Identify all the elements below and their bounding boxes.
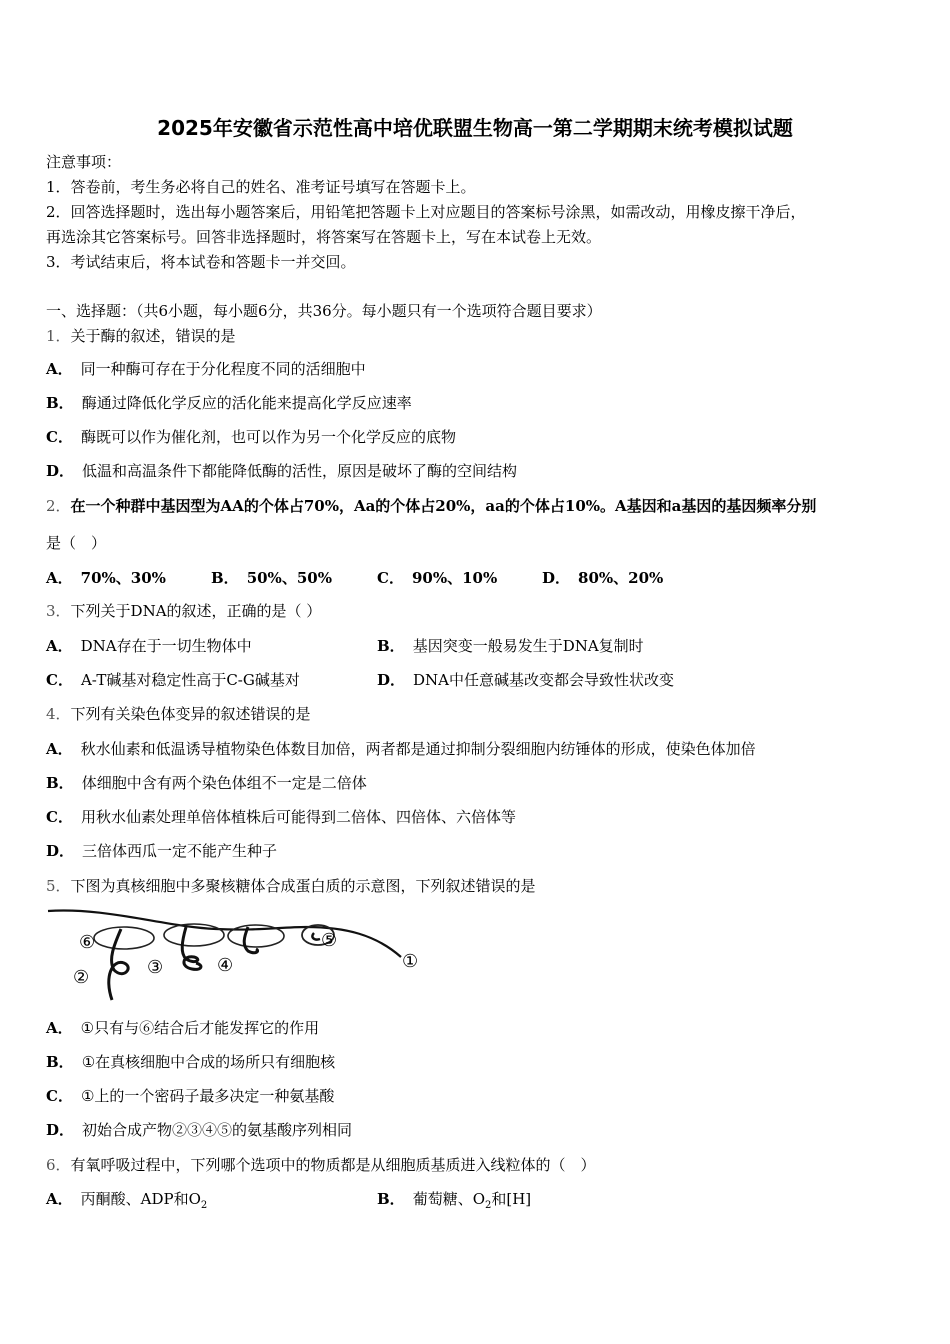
page-title: 2025年安徽省示范性高中培优联盟生物高一第二学期期末统考模拟试题 [157, 116, 793, 140]
notice-item-2a: 2．回答选择题时，选出每小题答案后，用铅笔把答题卡上对应题目的答案标号涂黑，如需改动，用橡皮擦干净后， [46, 203, 806, 221]
question-stem: 在一个种群中基因型为AA的个体占70%，Aa的个体占20%，aa的个体占10%。A基因和a基因的基因频率分别 [70, 497, 817, 515]
question-2 [46, 496, 816, 516]
peptide-chain [182, 927, 201, 969]
q3-option-c: C． A-T碱基对稳定性高于C-G碱基对 [46, 671, 300, 689]
q5-option-c: C． ①上的一个密码子最多决定一种氨基酸 [46, 1087, 335, 1105]
q1-option-d: D． 低温和高温条件下都能降低酶的活性，原因是破坏了酶的空间结构 [46, 462, 518, 480]
question-1 [46, 326, 236, 346]
question-stem: 下图为真核细胞中多聚核糖体合成蛋白质的示意图，下列叙述错误的是 [70, 877, 536, 895]
q1-option-a: A． 同一种酶可存在于分化程度不同的活细胞中 [46, 360, 366, 378]
figure-label: ② [73, 967, 90, 988]
notice-heading: 注意事项： [46, 153, 122, 171]
q3-option-d: D． DNA中任意碱基改变都会导致性状改变 [377, 671, 675, 689]
question-number: 4． [46, 705, 71, 723]
figure-label: ⑤ [321, 930, 338, 951]
notice-item-1: 1．答卷前，考生务必将自己的姓名、准考证号填写在答题卡上。 [46, 178, 476, 196]
question-stem: 下列关于DNA的叙述，正确的是（ ） [70, 602, 322, 620]
q5-option-a: A． ①只有与⑥结合后才能发挥它的作用 [46, 1019, 320, 1037]
question-stem: 下列有关染色体变异的叙述错误的是 [70, 705, 311, 723]
q1-option-b: B． 酶通过降低化学反应的活化能来提高化学反应速率 [46, 394, 412, 412]
peptide-chain [244, 927, 257, 953]
question-6 [46, 1155, 596, 1175]
q2-option-c: C． 90%、10% [377, 569, 498, 587]
ribosome [94, 927, 154, 949]
question-4 [46, 704, 311, 724]
figure-label: ⑥ [79, 932, 96, 953]
q5-option-b: B． ①在真核细胞中合成的场所只有细胞核 [46, 1053, 336, 1071]
figure-label: ③ [147, 957, 164, 978]
q3-option-b: B． 基因突变一般易发生于DNA复制时 [377, 637, 644, 655]
q3-option-a: A． DNA存在于一切生物体中 [46, 637, 252, 655]
notice-item-3: 3．考试结束后，将本试卷和答题卡一并交回。 [46, 253, 356, 271]
q6-option-a: A． 丙酮酸、ADP和$O_2$ [46, 1190, 208, 1211]
question-stem: 关于酶的叙述，错误的是 [70, 327, 236, 345]
q4-option-c: C． 用秋水仙素处理单倍体植株后可能得到二倍体、四倍体、六倍体等 [46, 808, 516, 826]
question-3 [46, 601, 321, 621]
section-heading: 一、选择题：（共6小题，每小题6分，共36分。每小题只有一个选项符合题目要求） [46, 302, 602, 320]
q2-option-a: A． 70%、30% [46, 569, 166, 587]
question-5 [46, 876, 536, 896]
question-number: 6． [46, 1156, 71, 1174]
question-number: 2． [46, 497, 71, 515]
q1-option-c: C． 酶既可以作为催化剂，也可以作为另一个化学反应的底物 [46, 428, 456, 446]
question-2-continued: 是（ ） [46, 534, 107, 552]
question-number: 3． [46, 602, 71, 620]
question-number: 5． [46, 877, 71, 895]
figure-label: ④ [217, 955, 234, 976]
figure-label: ① [402, 951, 419, 972]
q4-option-a: A． 秋水仙素和低温诱导植物染色体数目加倍，两者都是通过抑制分裂细胞内纺锤体的形成，使染色体加倍 [46, 740, 756, 758]
notice-item-2b: 再选涂其它答案标号。回答非选择题时，将答案写在答题卡上，写在本试卷上无效。 [46, 228, 602, 246]
q6-option-b: B． 葡萄糖、$O_2$和[H] [377, 1190, 532, 1211]
peptide-chain [312, 933, 320, 940]
polyribosome-diagram [46, 905, 426, 1005]
q2-option-d: D． 80%、20% [542, 569, 664, 587]
peptide-chain [109, 929, 128, 1000]
question-stem: 有氧呼吸过程中，下列哪个选项中的物质都是从细胞质基质进入线粒体的（ ） [70, 1156, 596, 1174]
question-number: 1． [46, 327, 71, 345]
q4-option-d: D． 三倍体西瓜一定不能产生种子 [46, 842, 278, 860]
q2-option-b: B． 50%、50% [211, 569, 332, 587]
q4-option-b: B． 体细胞中含有两个染色体组不一定是二倍体 [46, 774, 367, 792]
q5-option-d: D． 初始合成产物②③④⑤的氨基酸序列相同 [46, 1121, 353, 1139]
